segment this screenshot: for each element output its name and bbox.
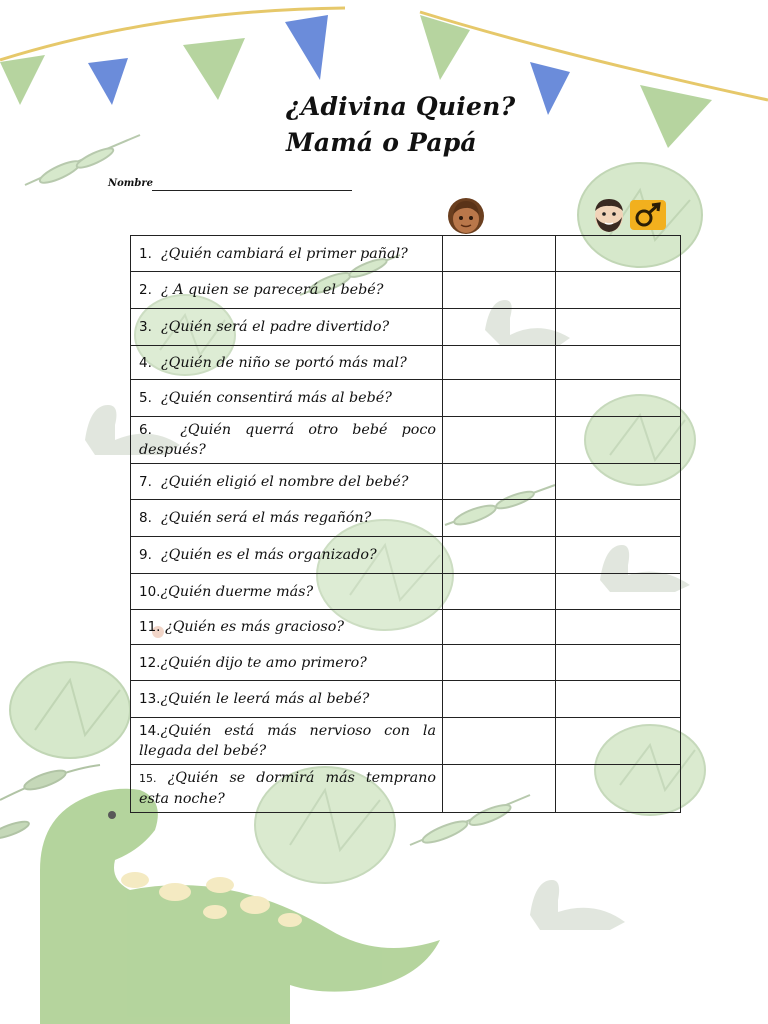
- table-row: [131, 272, 681, 309]
- question-cell: 12.¿Quién dijo te amo primero?: [131, 645, 443, 681]
- title-line-1: ¿Adivina Quien?: [286, 92, 516, 121]
- mom-answer-cell[interactable]: [443, 537, 556, 574]
- table-row: [131, 417, 681, 464]
- question-cell: 14.¿Quién está más nervioso con la llegada del bebé?: [131, 718, 443, 765]
- table-row: [131, 309, 681, 346]
- dad-answer-cell[interactable]: [556, 464, 681, 500]
- dad-answer-cell[interactable]: [556, 681, 681, 718]
- mom-answer-cell[interactable]: [443, 464, 556, 500]
- question-cell: 11. ¿Quién es más gracioso?: [131, 610, 443, 645]
- table-row: [131, 574, 681, 610]
- dad-answer-cell[interactable]: [556, 645, 681, 681]
- dad-answer-cell[interactable]: [556, 537, 681, 574]
- table-row: [131, 464, 681, 500]
- dad-answer-cell[interactable]: [556, 236, 681, 272]
- table-row: [131, 500, 681, 537]
- question-cell: 8. ¿Quién será el más regañón?: [131, 500, 443, 537]
- dad-answer-cell[interactable]: [556, 346, 681, 380]
- question-cell: 1. ¿Quién cambiará el primer pañal?: [131, 236, 443, 272]
- mom-answer-cell[interactable]: [443, 380, 556, 417]
- question-cell: 15. ¿Quién se dormirá más temprano esta noche?: [131, 765, 443, 813]
- dad-answer-cell[interactable]: [556, 380, 681, 417]
- dad-answer-cell[interactable]: [556, 500, 681, 537]
- table-row: [131, 765, 681, 813]
- mom-answer-cell[interactable]: [443, 681, 556, 718]
- mom-answer-cell[interactable]: [443, 610, 556, 645]
- dad-answer-cell[interactable]: [556, 272, 681, 309]
- questions-table: [130, 235, 681, 813]
- table-row: [131, 380, 681, 417]
- mom-answer-cell[interactable]: [443, 765, 556, 813]
- dad-answer-cell[interactable]: [556, 718, 681, 765]
- dad-answer-cell[interactable]: [556, 574, 681, 610]
- table-row: [131, 346, 681, 380]
- bunting-flag-blue: [530, 62, 570, 115]
- bunting-flag-blue: [285, 15, 328, 80]
- mom-answer-cell[interactable]: [443, 645, 556, 681]
- question-cell: 9. ¿Quién es el más organizado?: [131, 537, 443, 574]
- table-row: [131, 681, 681, 718]
- woman-face-icon: [447, 197, 485, 235]
- table-row: [131, 236, 681, 272]
- question-cell: 7. ¿Quién eligió el nombre del bebé?: [131, 464, 443, 500]
- table-row: [131, 645, 681, 681]
- name-label: Nombre: [108, 178, 154, 189]
- dad-answer-cell[interactable]: [556, 610, 681, 645]
- mom-answer-cell[interactable]: [443, 236, 556, 272]
- small-dinosaur: [530, 880, 625, 930]
- bunting-string: [420, 12, 768, 100]
- mom-answer-cell[interactable]: [443, 500, 556, 537]
- question-cell: 2. ¿ A quien se parecerá el bebé?: [131, 272, 443, 309]
- bearded-man-face-icon: [592, 197, 626, 233]
- table-row: [131, 718, 681, 765]
- leaf-cluster: [10, 662, 130, 758]
- mom-answer-cell[interactable]: [443, 346, 556, 380]
- bunting-flag-blue: [88, 58, 128, 105]
- bunting-flag-green: [640, 85, 712, 148]
- bunting-flag-green: [183, 38, 245, 100]
- mom-answer-cell[interactable]: [443, 417, 556, 464]
- question-cell: 10.¿Quién duerme más?: [131, 574, 443, 610]
- dad-answer-cell[interactable]: [556, 417, 681, 464]
- question-cell: 13.¿Quién le leerá más al bebé?: [131, 681, 443, 718]
- title-line-2: Mamá o Papá: [286, 128, 477, 157]
- bunting-flag-green: [0, 55, 45, 105]
- mom-answer-cell[interactable]: [443, 718, 556, 765]
- question-cell: 3. ¿Quién será el padre divertido?: [131, 309, 443, 346]
- mom-answer-cell[interactable]: [443, 272, 556, 309]
- question-cell: 4. ¿Quién de niño se portó más mal?: [131, 346, 443, 380]
- dad-answer-cell[interactable]: [556, 309, 681, 346]
- question-cell: 6. ¿Quién querrá otro bebé poco después?: [131, 417, 443, 464]
- question-cell: 5. ¿Quién consentirá más al bebé?: [131, 380, 443, 417]
- mom-answer-cell[interactable]: [443, 309, 556, 346]
- dad-answer-cell[interactable]: [556, 765, 681, 813]
- male-symbol-icon: [630, 200, 666, 230]
- table-row: [131, 537, 681, 574]
- name-input-line[interactable]: [152, 190, 352, 191]
- table-row: [131, 610, 681, 645]
- mom-answer-cell[interactable]: [443, 574, 556, 610]
